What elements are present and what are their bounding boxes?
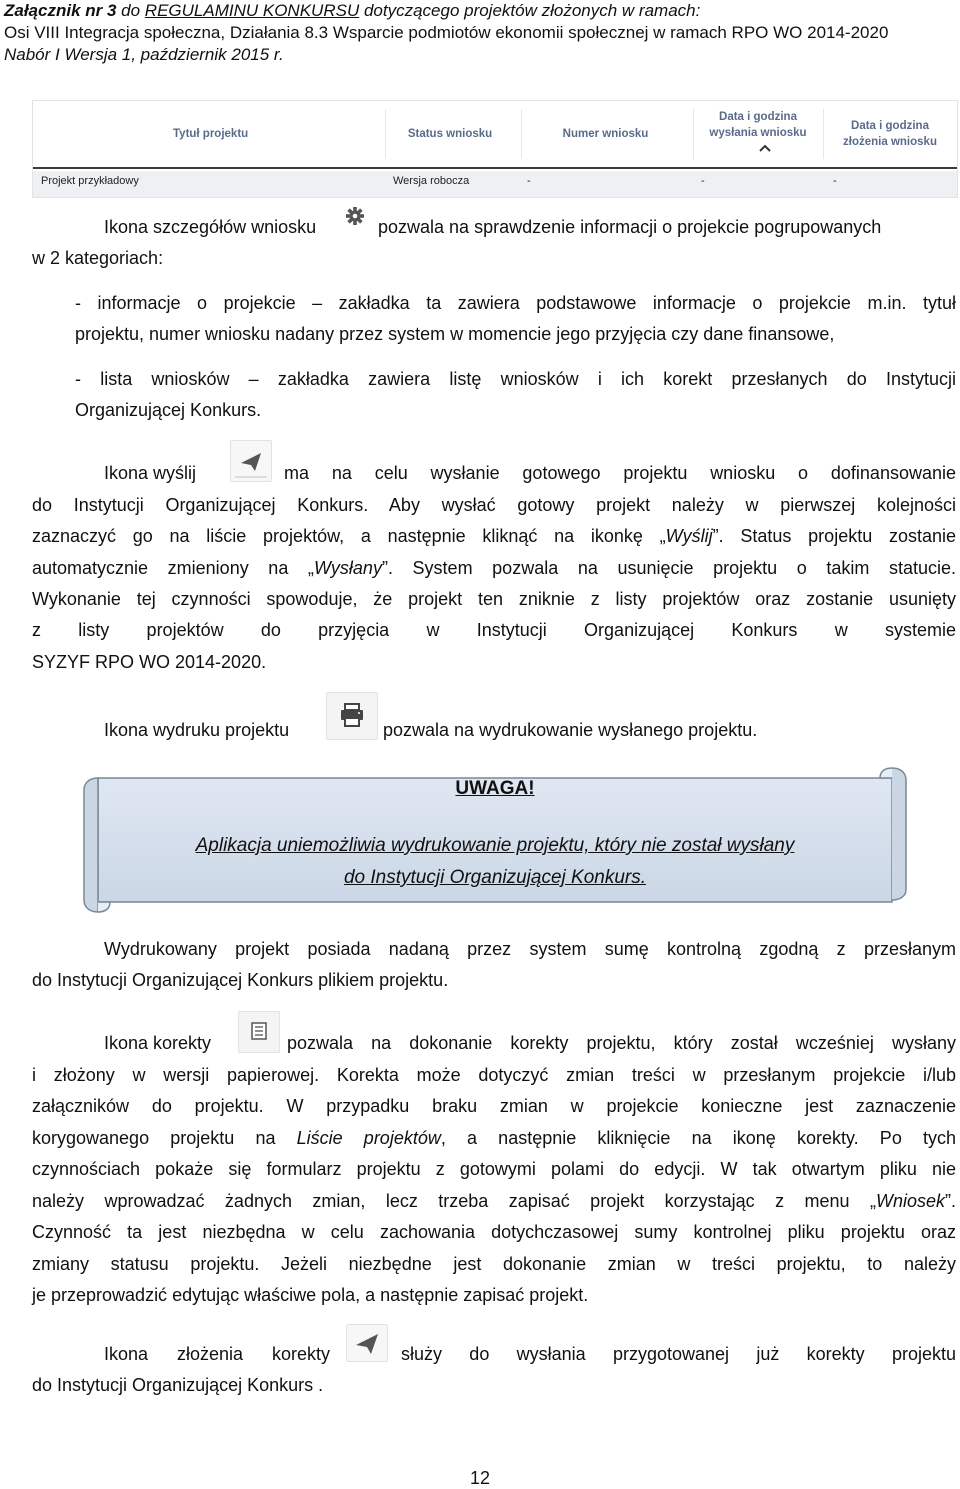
header-line-2: Osi VIII Integracja społeczna, Działania 8.3 Wsparcie podmiotów ekonomii społecznej w ramach RPO WO 2014-2020: [4, 23, 889, 42]
paragraph-line: z listy projektów do przyjęcia w Instytucji Organizującej Konkurs w systemie: [32, 620, 956, 640]
paragraph-line: Czynność ta jest niezbędna w celu zachowania dotychczasowej sumy kontrolnej pliku projektu oraz: [32, 1222, 956, 1242]
correction-icon-desc: pozwala na dokonanie korekty projektu, który został wcześniej wysłany: [287, 1033, 956, 1053]
regulation-link[interactable]: REGULAMINU KONKURSU: [144, 1, 360, 20]
correction-icon-box: [238, 1011, 280, 1053]
details-icon-desc: pozwala na sprawdzenie informacji o projekcie pogrupowanych: [378, 217, 882, 237]
paragraph-line: należy wprowadzać żadnych zmian, lecz trzeba zapisać projekt korzystając z menu „Wniosek”.: [32, 1191, 956, 1211]
details-icon-text: Ikona szczegółów wniosku: [104, 217, 317, 237]
list-item-cont: projektu, numer wniosku nadany przez system w momencie jego przyjęcia czy dane finansowe,: [75, 324, 835, 344]
header-connector: do: [116, 1, 145, 20]
cell-submitted-date: -: [833, 175, 837, 187]
annex-label: Załącznik nr 3: [4, 1, 117, 20]
page-number: 12: [469, 1468, 491, 1488]
col-number: Numer wniosku: [562, 128, 649, 140]
header-line-3: Nabór I Wersja 1, październik 2015 r.: [4, 45, 284, 64]
paragraph-line: je przeprowadzić edytując właściwe pola, a następnie zapisać projekt.: [32, 1285, 589, 1305]
col-status: Status wniosku: [407, 128, 493, 140]
col-sent-date[interactable]: Data i godzina wysłania wniosku: [709, 111, 807, 139]
paragraph-line: do Instytucji Organizującej Konkurs. Aby wysłać gotowy projekt należy w pierwszej kolejności: [32, 495, 956, 515]
paragraph-line: i złożony w wersji papierowej. Korekta może dotyczyć zmian treści w przesłanym projekcie i/lub: [32, 1065, 956, 1085]
gear-icon: [337, 198, 373, 234]
send-icon-desc: ma na celu wysłanie gotowego projektu wniosku o dofinansowanie: [284, 463, 956, 483]
categories-line: w 2 kategoriach:: [32, 248, 164, 268]
notice-line-1: Aplikacja uniemożliwia wydrukowanie projektu, który nie został wysłany: [195, 835, 795, 856]
document-header: [4, 0, 954, 66]
paragraph-line: Wykonanie tej czynności spowoduje, że projekt ten zniknie z listy projektów oraz zostanie usunięty: [32, 589, 956, 609]
notice-title: UWAGA!: [455, 778, 535, 799]
cell-sent-date: -: [701, 175, 705, 187]
col-submitted-date[interactable]: Data i godzina złożenia wniosku: [843, 120, 937, 148]
list-item: - informacje o projekcie – zakładka ta zawiera podstawowe informacje o projekcie m.in. tytuł: [75, 293, 956, 313]
header-suffix: dotyczącego projektów złożonych w ramach:: [359, 1, 701, 20]
send-icon-box: [230, 440, 272, 482]
paragraph-line: czynnościach pokaże się formularz projektu z gotowymi polami do edycji. W tak otwartym pliku nie: [32, 1159, 956, 1179]
send-icon: [347, 1325, 387, 1361]
submit-correction-icon-box: [346, 1324, 388, 1362]
print-icon-box: [326, 692, 378, 740]
table-header-row: [33, 101, 957, 167]
table-row[interactable]: [33, 171, 957, 197]
project-table-screenshot: [32, 100, 958, 198]
paragraph-line: zmiany statusu projektu. Jeżeli niezbędne jest dokonanie zmian w treści projektu, to należy: [32, 1254, 956, 1274]
print-icon-desc: pozwala na wydrukowanie wysłanego projektu.: [383, 720, 758, 740]
send-icon-text: Ikona wyślij: [104, 463, 197, 483]
list-item: - lista wniosków – zakładka zawiera listę wniosków i ich korekt przesłanych do Instytucji: [75, 369, 956, 389]
paragraph-line: automatycznie zmieniony na „Wysłany”. System pozwala na usunięcie projektu o takim statucie.: [32, 558, 956, 578]
paragraph-line: korygowanego projektu na Liście projektów, a następnie kliknięcie na ikonę korekty. Po tych: [32, 1128, 956, 1148]
send-icon: [231, 441, 271, 481]
printer-icon: [327, 693, 377, 739]
col-title: Tytuł projektu: [173, 128, 249, 140]
cell-title: Projekt przykładowy: [41, 175, 139, 187]
paragraph-line: do Instytucji Organizującej Konkurs .: [32, 1375, 324, 1395]
submit-correction-icon-desc: służy do wysłania przygotowanej już korekty projektu: [401, 1344, 956, 1364]
document-list-icon: [239, 1012, 279, 1052]
notice-line-2: do Instytucji Organizującej Konkurs.: [343, 867, 647, 888]
sort-caret-icon: [758, 143, 772, 153]
notice-text: [120, 830, 870, 894]
print-icon-text: Ikona wydruku projektu: [104, 720, 290, 740]
paragraph-line: do Instytucji Organizującej Konkurs plikiem projektu.: [32, 970, 449, 990]
details-icon-box: [337, 198, 373, 234]
cell-number: -: [527, 175, 531, 187]
submit-correction-icon-text: Ikona złożenia korekty: [104, 1344, 330, 1364]
paragraph-line: zaznaczyć go na liście projektów, a następnie kliknąć na ikonkę „Wyślij”. Status projektu zostanie: [32, 526, 956, 546]
paragraph-line: SYZYF RPO WO 2014-2020.: [32, 652, 267, 672]
header-line-1: [4, 0, 954, 22]
paragraph-line: załączników do projektu. W przypadku braku zmian w projekcie konieczne jest zaznaczenie: [32, 1096, 956, 1116]
list-item-cont: Organizującej Konkurs.: [75, 400, 262, 420]
cell-status: Wersja robocza: [393, 175, 470, 187]
correction-icon-text: Ikona korekty: [104, 1033, 212, 1053]
paragraph-line: Wydrukowany projekt posiada nadaną przez system sumę kontrolną zgodną z przesłanym: [104, 939, 956, 959]
